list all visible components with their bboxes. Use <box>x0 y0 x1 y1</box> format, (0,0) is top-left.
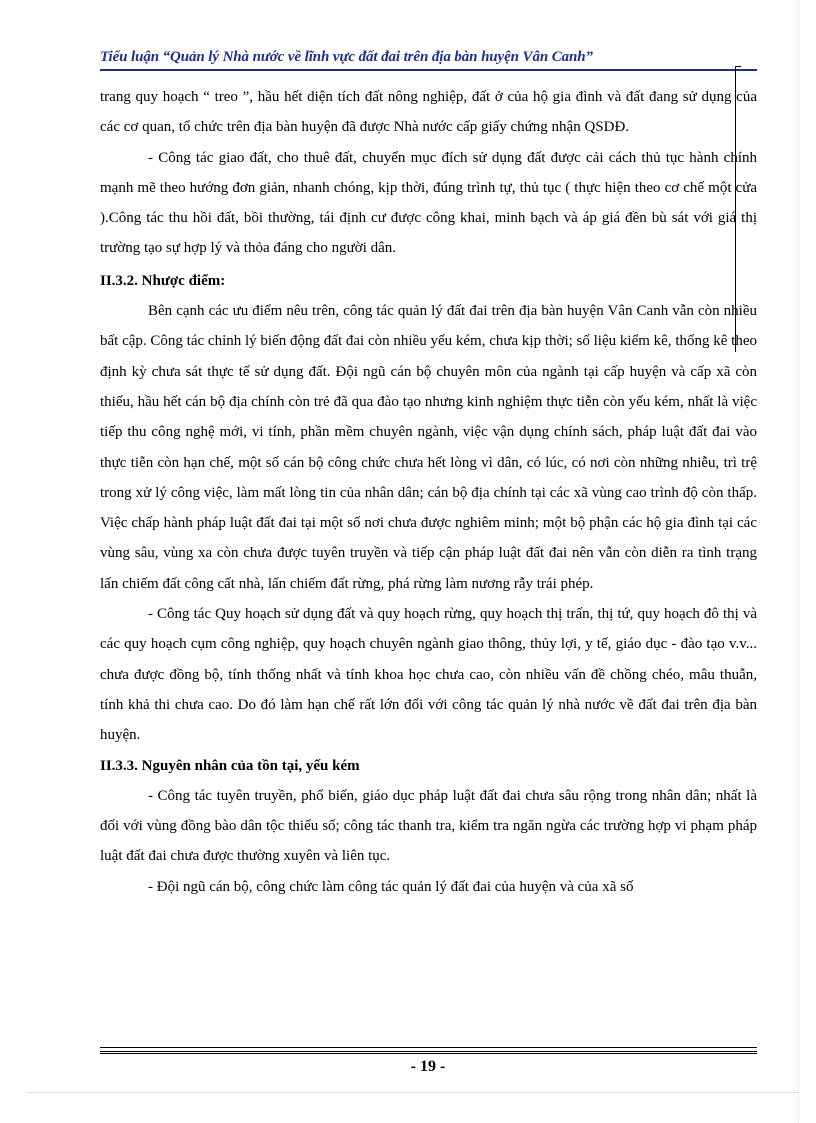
paragraph-weaknesses: Bên cạnh các ưu điểm nêu trên, công tác quản lý đất đai trên địa bàn huyện Vân Canh vẫn còn nhiều bất cập. Công tác chỉnh lý biến động đất đai còn nhiều yếu kém, chưa kịp thời; số liệu kiểm kê, thống kê theo định kỳ chưa sát thực tế sử dụng đất. Đội ngũ cán bộ chuyên môn của ngành tại cấp huyện và cấp xã còn thiếu, hầu hết cán bộ địa chính còn trẻ đã qua đào tạo nhưng kinh nghiệm thực tiễn còn yếu kém, nhất là việc tiếp thu công nghệ mới, vi tính, phần mềm chuyên ngành, việc vận dụng chính sách, pháp luật đất đai vào thực tiễn còn hạn chế, một số cán bộ công chức chưa hết lòng vì dân, có lúc, có nơi còn những nhiễu, trì trệ trong xử lý công việc, làm mất lòng tin của nhân dân; cán bộ địa chính tại các xã vùng cao trình độ còn thấp. Việc chấp hành pháp luật đất đai tại một số nơi chưa được nghiêm minh; một bộ phận các hộ gia đình tại các vùng sâu, vùng xa còn chưa được tuyên truyền và tiếp cận pháp luật đất đai nên vẫn còn diễn ra tình trạng lấn chiếm đất công cất nhà, lấn chiếm đất rừng, phá rừng làm nương rẫy trái phép. <box>100 303 757 592</box>
header-title: Tiểu luận “Quản lý Nhà nước về lĩnh vực đất đai trên địa bàn huyện Vân Canh” <box>100 49 593 65</box>
paragraph-propaganda: - Công tác tuyên truyền, phổ biến, giáo dục pháp luật đất đai chưa sâu rộng trong nhân dân; nhất là đối với vùng đồng bào dân tộc thiểu số; công tác thanh tra, kiểm tra ngăn ngừa các trường hợp vi phạm pháp luật đất đai chưa được thường xuyên và liên tục. <box>100 787 757 865</box>
section-heading-weaknesses: II.3.2. Nhược điểm: <box>100 272 226 289</box>
paragraph-staff: - Đội ngũ cán bộ, công chức làm công tác quản lý đất đai của huyện và của xã số <box>148 878 634 895</box>
paragraph-land-allocation: - Công tác giao đất, cho thuê đất, chuyển mục đích sử dụng đất được cải cách thủ tục hành chính mạnh mẽ theo hướng đơn giản, nhanh chóng, kịp thời, đúng trình tự, thủ tục ( thực hiện theo cơ chế một cửa ).Công tác thu hồi đất, bồi thường, tái định cư được công khai, minh bạch và áp giá đền bù sát với giá thị trường tạo sự hợp lý và thỏa đáng cho người dân. <box>100 149 757 257</box>
page-boundary-right <box>798 0 799 1123</box>
paragraph-continuation: trang quy hoạch “ treo ”, hầu hết diện tích đất nông nghiệp, đất ở của hộ gia đình và đất đang sử dụng của các cơ quan, tổ chức trên địa bàn huyện đã được Nhà nước cấp giấy chứng nhận QSDĐ. <box>100 89 757 136</box>
footer-rule <box>100 1047 757 1048</box>
margin-line-tick <box>735 66 741 67</box>
header-rule <box>100 69 757 71</box>
section-heading-causes: II.3.3. Nguyên nhân của tồn tại, yếu kém <box>100 757 360 774</box>
page-boundary-bottom <box>28 1092 798 1093</box>
paragraph-planning: - Công tác Quy hoạch sử dụng đất và quy hoạch rừng, quy hoạch thị trấn, thị tứ, quy hoạch đô thị và các quy hoạch cụm công nghiệp, quy hoạch chuyên ngành giao thông, thủy lợi, y tế, giáo dục - đào tạo v.v... chưa được đồng bộ, tính thống nhất và tính khoa học chưa cao, còn nhiều vấn đề chồng chéo, mâu thuẫn, tính khả thi chưa cao. Do đó làm hạn chế rất lớn đối với công tác quản lý nhà nước về đất đai trên địa bàn huyện. <box>100 606 757 744</box>
footer-double-rule <box>100 1051 757 1054</box>
page-number: - 19 - <box>410 1058 446 1075</box>
page-body <box>100 82 757 902</box>
